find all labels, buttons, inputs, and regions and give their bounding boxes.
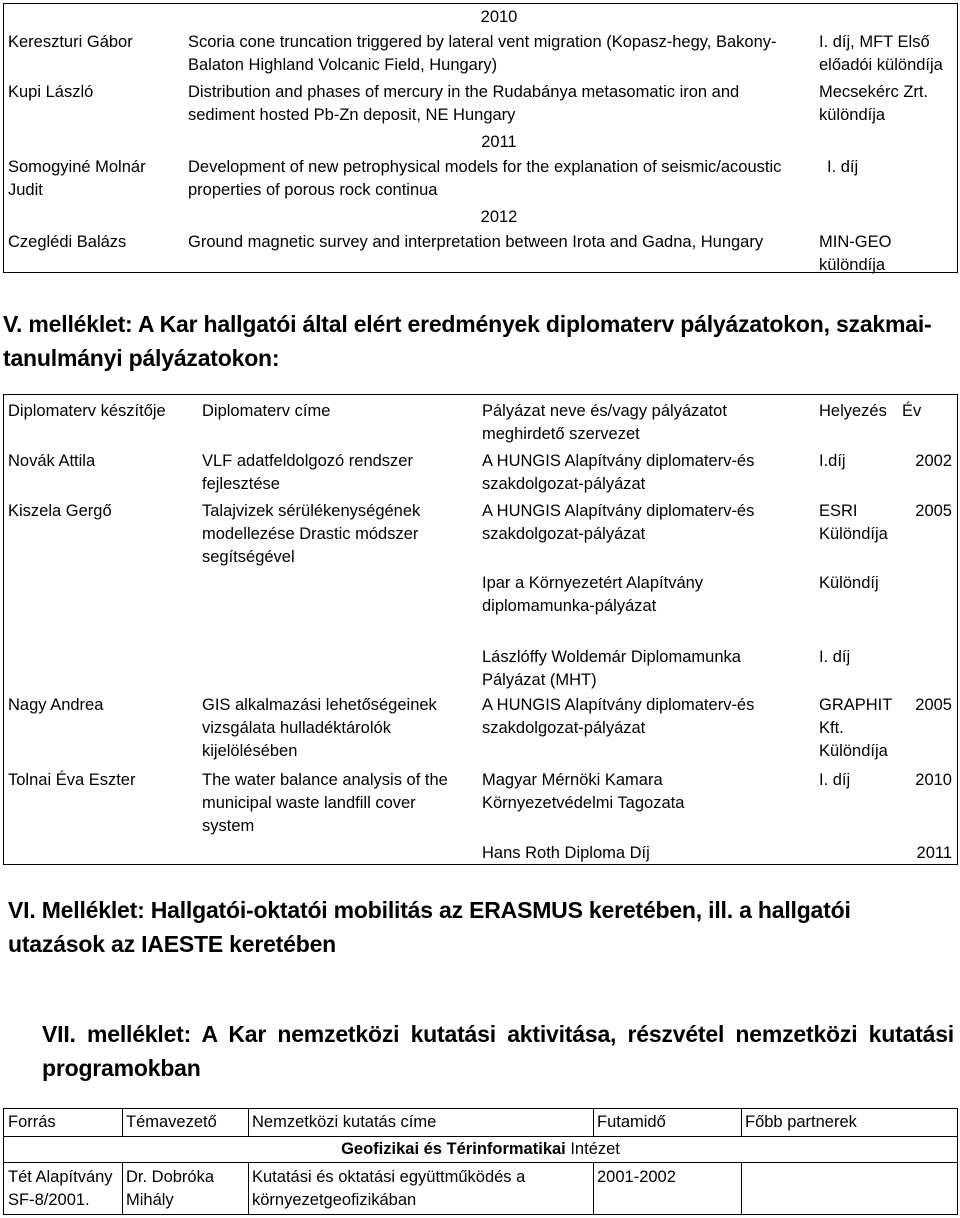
header-competition: Pályázat neve és/vagy pályázatot meghirdető szervezet [482, 402, 727, 443]
place: Különdíj [819, 574, 879, 592]
place: I.díj [819, 452, 846, 470]
competition: A HUNGIS Alapítvány diplomaterv-és szakdolgozat-pályázat [482, 696, 755, 737]
awardee-name: Kupi László [8, 83, 94, 101]
competition: A HUNGIS Alapítvány diplomaterv-és szakdolgozat-pályázat [482, 452, 755, 493]
award: I. díj, MFT Első előadói különdíja [819, 33, 943, 74]
year-2010: 2010 [480, 8, 518, 26]
research-source: Tét Alapítvány SF-8/2001. [8, 1168, 113, 1209]
research-lead: Dr. Dobróka Mihály [126, 1168, 215, 1209]
header-year: Év [902, 402, 922, 420]
place: I. díj [819, 771, 851, 789]
year: 2005 [915, 696, 952, 714]
competition: Lászlóffy Woldemár Diplomamunka Pályázat (MHT) [482, 648, 741, 689]
year: 2005 [915, 502, 952, 520]
paper-title: Development of new petrophysical models for the explanation of seismic/acoustic properties of porous rock continua [188, 158, 782, 199]
diploma-author: Kiszela Gergő [8, 502, 112, 520]
award: Mecsekérc Zrt. különdíja [819, 83, 929, 124]
diploma-title: Talajvizek sérülékenységének modellezése Drastic módszer segítségével [202, 502, 421, 566]
awardee-name: Kereszturi Gábor [8, 33, 133, 51]
place: ESRI Különdíja [819, 502, 888, 543]
diploma-author: Tolnai Éva Eszter [8, 771, 136, 789]
awardee-name: Czeglédi Balázs [8, 233, 127, 251]
awardee-name: Somogyiné Molnár Judit [8, 158, 146, 199]
competition: Magyar Mérnöki Kamara Környezetvédelmi Tagozata [482, 771, 685, 812]
year-2012: 2012 [480, 208, 518, 226]
section-5-heading: V. melléklet: A Kar hallgatói által elért eredmények diplomaterv pályázatokon, szakmai-tanulmányi pályázatokon: [3, 311, 932, 371]
competition: A HUNGIS Alapítvány diplomaterv-és szakdolgozat-pályázat [482, 502, 755, 543]
diploma-title: VLF adatfeldolgozó rendszer fejlesztése [202, 452, 413, 493]
institute-name-bold: Geofizikai és Térinformatikai [341, 1140, 566, 1158]
header-research-title: Nemzetközi kutatás címe [252, 1113, 437, 1131]
institute-label [3, 1138, 958, 1161]
section-6-heading: VI. Melléklet: Hallgatói-oktatói mobilitás az ERASMUS keretében, ill. a hallgatói utazások az IAESTE keretében [8, 897, 851, 957]
diploma-title: GIS alkalmazási lehetőségeinek vizsgálata hulladéktárolók kijelölésében [202, 696, 437, 760]
year: 2011 [916, 844, 952, 862]
header-partners: Főbb partnerek [745, 1113, 857, 1131]
header-source: Forrás [8, 1113, 56, 1131]
year-2011: 2011 [481, 133, 517, 151]
section-7-heading: VII. melléklet: A Kar nemzetközi kutatási aktivitása, részvétel nemzetközi kutatási programokban [42, 1021, 954, 1081]
research-period: 2001-2002 [597, 1168, 676, 1186]
diploma-title: The water balance analysis of the municipal waste landfill cover system [202, 771, 448, 835]
place: I. díj [819, 648, 851, 666]
place: GRAPHIT Kft. Különdíja [819, 696, 893, 760]
competition: Ipar a Környezetért Alapítvány diplomamunka-pályázat [482, 574, 704, 615]
award: I. díj [827, 158, 859, 176]
institute-name-rest: Intézet [565, 1140, 620, 1158]
competition: Hans Roth Diploma Díj [482, 844, 650, 862]
diploma-author: Nagy Andrea [8, 696, 104, 714]
paper-title: Scoria cone truncation triggered by lateral vent migration (Kopasz-hegy, Bakony-Balaton Highland Volcanic Field, Hungary) [188, 33, 777, 74]
paper-title: Ground magnetic survey and interpretation between Irota and Gadna, Hungary [188, 233, 764, 251]
header-period: Futamidő [597, 1113, 666, 1131]
header-title: Diplomaterv címe [202, 402, 331, 420]
research-title: Kutatási és oktatási együttműködés a környezetgeofizikában [252, 1168, 526, 1209]
diploma-author: Novák Attila [8, 452, 96, 470]
header-place: Helyezés [819, 402, 887, 420]
award: MIN-GEO különdíja [819, 233, 892, 274]
year: 2010 [915, 771, 952, 789]
header-lead: Témavezető [126, 1113, 217, 1131]
year: 2002 [915, 452, 952, 470]
paper-title: Distribution and phases of mercury in the Rudabánya metasomatic iron and sediment hosted Pb-Zn deposit, NE Hungary [188, 83, 740, 124]
header-author: Diplomaterv készítője [8, 402, 166, 420]
